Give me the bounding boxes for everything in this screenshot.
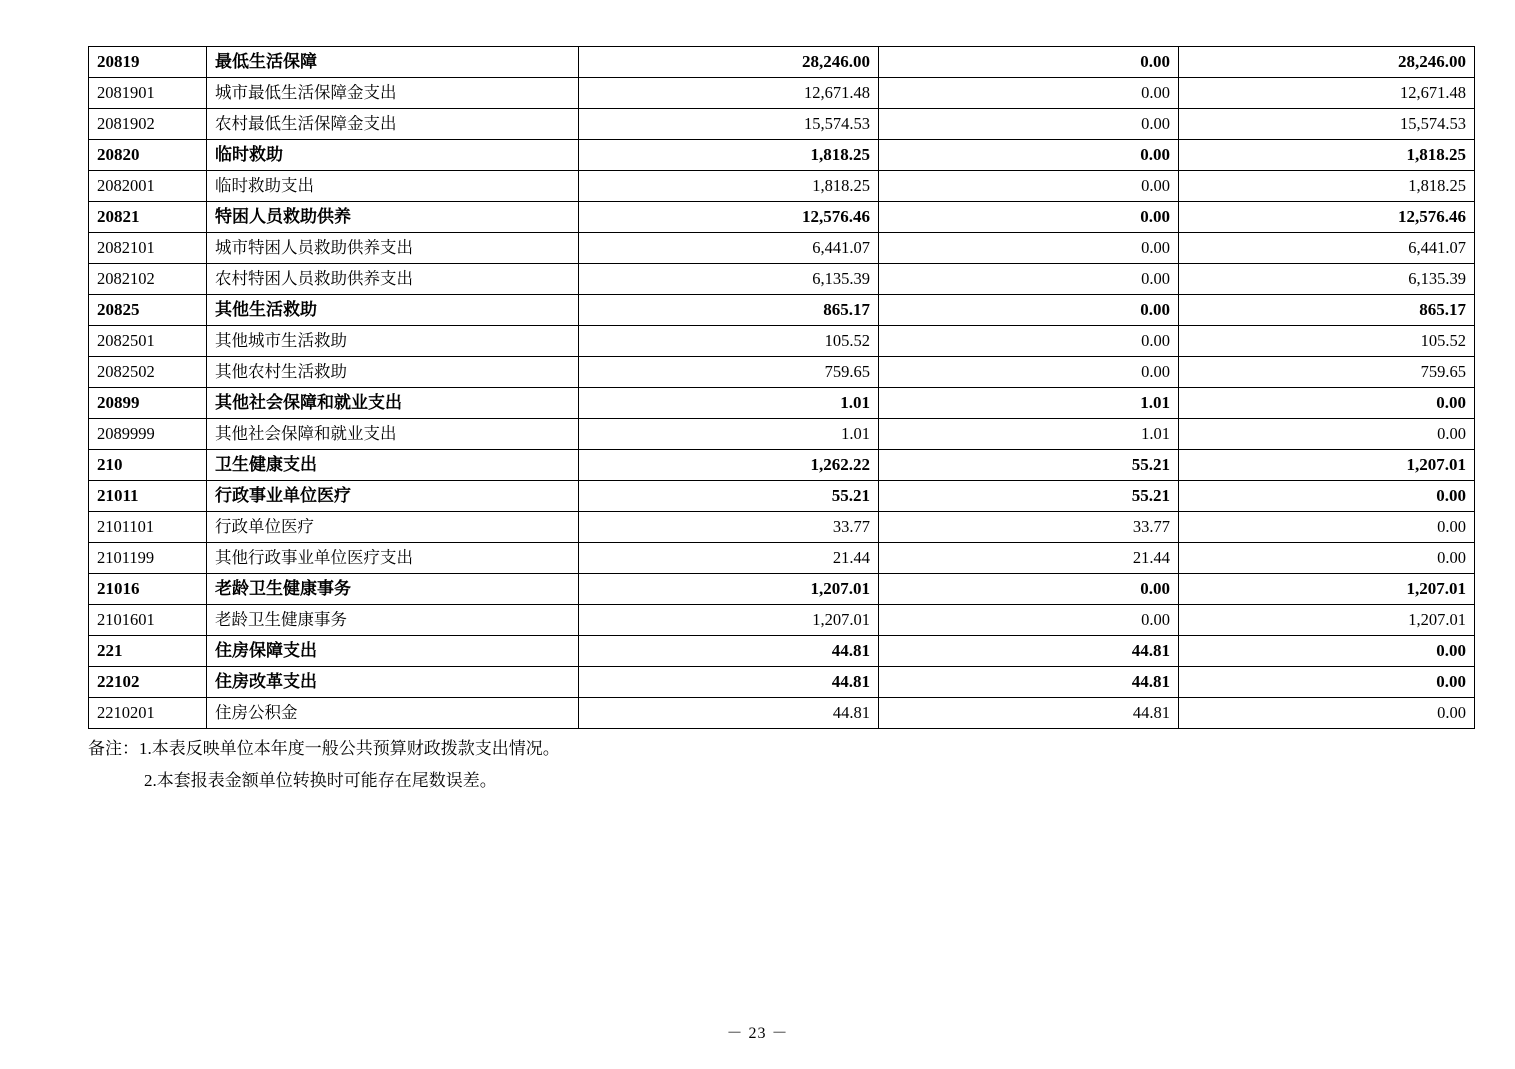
- row-name: 临时救助: [207, 140, 579, 171]
- row-value-basic: 1.01: [879, 419, 1179, 450]
- row-code: 2082102: [89, 264, 207, 295]
- row-value-basic: 0.00: [879, 202, 1179, 233]
- row-value-project: 759.65: [1179, 357, 1475, 388]
- row-code: 21016: [89, 574, 207, 605]
- row-value-total: 105.52: [579, 326, 879, 357]
- row-code: 2210201: [89, 698, 207, 729]
- row-name: 特困人员救助供养: [207, 202, 579, 233]
- table-row: [89, 512, 1475, 543]
- row-code: 20825: [89, 295, 207, 326]
- row-name: 城市特困人员救助供养支出: [207, 233, 579, 264]
- row-value-basic: 0.00: [879, 171, 1179, 202]
- row-value-total: 865.17: [579, 295, 879, 326]
- table-row: [89, 481, 1475, 512]
- row-code: 20899: [89, 388, 207, 419]
- table-row: [89, 698, 1475, 729]
- row-value-basic: 0.00: [879, 109, 1179, 140]
- table-row: [89, 295, 1475, 326]
- row-name: 行政事业单位医疗: [207, 481, 579, 512]
- row-value-total: 44.81: [579, 698, 879, 729]
- table-row: [89, 202, 1475, 233]
- row-value-basic: 0.00: [879, 233, 1179, 264]
- row-name: 住房改革支出: [207, 667, 579, 698]
- row-value-total: 6,441.07: [579, 233, 879, 264]
- table-row: [89, 47, 1475, 78]
- row-code: 2082101: [89, 233, 207, 264]
- row-value-project: 28,246.00: [1179, 47, 1475, 78]
- row-name: 住房保障支出: [207, 636, 579, 667]
- row-code: 2089999: [89, 419, 207, 450]
- row-name: 农村最低生活保障金支出: [207, 109, 579, 140]
- row-value-project: 6,441.07: [1179, 233, 1475, 264]
- row-value-total: 44.81: [579, 636, 879, 667]
- row-name: 最低生活保障: [207, 47, 579, 78]
- row-value-basic: 55.21: [879, 450, 1179, 481]
- row-value-basic: 55.21: [879, 481, 1179, 512]
- row-code: 221: [89, 636, 207, 667]
- row-value-total: 55.21: [579, 481, 879, 512]
- budget-table: [88, 46, 1475, 729]
- row-value-total: 15,574.53: [579, 109, 879, 140]
- row-value-total: 6,135.39: [579, 264, 879, 295]
- table-row: [89, 419, 1475, 450]
- row-name: 其他行政事业单位医疗支出: [207, 543, 579, 574]
- row-value-total: 12,576.46: [579, 202, 879, 233]
- row-code: 2082502: [89, 357, 207, 388]
- row-value-basic: 0.00: [879, 574, 1179, 605]
- row-value-project: 0.00: [1179, 388, 1475, 419]
- row-value-total: 1,818.25: [579, 140, 879, 171]
- row-name: 临时救助支出: [207, 171, 579, 202]
- table-row: [89, 233, 1475, 264]
- table-row: [89, 543, 1475, 574]
- table-row: [89, 636, 1475, 667]
- budget-table-body: [89, 47, 1475, 729]
- row-value-basic: 0.00: [879, 295, 1179, 326]
- row-value-basic: 33.77: [879, 512, 1179, 543]
- row-value-basic: 0.00: [879, 47, 1179, 78]
- row-value-total: 33.77: [579, 512, 879, 543]
- row-value-project: 1,818.25: [1179, 171, 1475, 202]
- page-number: － 23 －: [726, 1025, 789, 1042]
- row-value-total: 44.81: [579, 667, 879, 698]
- table-row: [89, 667, 1475, 698]
- row-value-total: 1,818.25: [579, 171, 879, 202]
- row-value-basic: 0.00: [879, 357, 1179, 388]
- note-line-1: 备注：1.本表反映单位本年度一般公共预算财政拨款支出情况。: [88, 739, 560, 758]
- row-code: 210: [89, 450, 207, 481]
- row-code: 2101101: [89, 512, 207, 543]
- row-code: 2101601: [89, 605, 207, 636]
- row-value-basic: 0.00: [879, 78, 1179, 109]
- row-value-project: 0.00: [1179, 636, 1475, 667]
- table-row: [89, 574, 1475, 605]
- row-value-basic: 44.81: [879, 636, 1179, 667]
- row-value-project: 1,818.25: [1179, 140, 1475, 171]
- table-row: [89, 140, 1475, 171]
- row-name: 住房公积金: [207, 698, 579, 729]
- row-value-basic: 0.00: [879, 264, 1179, 295]
- row-name: 其他社会保障和就业支出: [207, 388, 579, 419]
- row-value-total: 21.44: [579, 543, 879, 574]
- table-row: [89, 326, 1475, 357]
- row-value-project: 1,207.01: [1179, 574, 1475, 605]
- row-value-total: 1,262.22: [579, 450, 879, 481]
- row-value-total: 28,246.00: [579, 47, 879, 78]
- row-name: 卫生健康支出: [207, 450, 579, 481]
- row-value-project: 12,576.46: [1179, 202, 1475, 233]
- row-value-project: 0.00: [1179, 543, 1475, 574]
- row-name: 其他城市生活救助: [207, 326, 579, 357]
- row-value-basic: 0.00: [879, 326, 1179, 357]
- row-code: 2082501: [89, 326, 207, 357]
- row-value-basic: 44.81: [879, 667, 1179, 698]
- row-value-basic: 0.00: [879, 605, 1179, 636]
- row-value-project: 15,574.53: [1179, 109, 1475, 140]
- row-code: 2081901: [89, 78, 207, 109]
- row-name: 其他生活救助: [207, 295, 579, 326]
- row-value-basic: 1.01: [879, 388, 1179, 419]
- row-code: 2081902: [89, 109, 207, 140]
- row-value-basic: 21.44: [879, 543, 1179, 574]
- row-code: 20820: [89, 140, 207, 171]
- row-value-total: 12,671.48: [579, 78, 879, 109]
- row-value-project: 0.00: [1179, 512, 1475, 543]
- row-code: 2101199: [89, 543, 207, 574]
- table-row: [89, 357, 1475, 388]
- row-value-project: 6,135.39: [1179, 264, 1475, 295]
- row-code: 21011: [89, 481, 207, 512]
- row-name: 行政单位医疗: [207, 512, 579, 543]
- row-code: 22102: [89, 667, 207, 698]
- row-name: 其他社会保障和就业支出: [207, 419, 579, 450]
- row-value-project: 1,207.01: [1179, 450, 1475, 481]
- row-value-total: 1,207.01: [579, 605, 879, 636]
- budget-table-container: [88, 46, 1474, 729]
- row-value-project: 865.17: [1179, 295, 1475, 326]
- table-row: [89, 78, 1475, 109]
- table-row: [89, 109, 1475, 140]
- table-row: [89, 264, 1475, 295]
- row-value-total: 1.01: [579, 388, 879, 419]
- row-value-basic: 44.81: [879, 698, 1179, 729]
- row-value-total: 1,207.01: [579, 574, 879, 605]
- note-line-2: 2.本套报表金额单位转换时可能存在尾数误差。: [144, 771, 497, 791]
- row-value-total: 759.65: [579, 357, 879, 388]
- table-notes: [88, 733, 1388, 798]
- row-code: 2082001: [89, 171, 207, 202]
- row-value-project: 12,671.48: [1179, 78, 1475, 109]
- row-code: 20819: [89, 47, 207, 78]
- row-code: 20821: [89, 202, 207, 233]
- row-name: 城市最低生活保障金支出: [207, 78, 579, 109]
- row-value-project: 0.00: [1179, 667, 1475, 698]
- table-row: [89, 605, 1475, 636]
- row-name: 老龄卫生健康事务: [207, 574, 579, 605]
- row-value-project: 0.00: [1179, 419, 1475, 450]
- table-row: [89, 450, 1475, 481]
- row-value-project: 0.00: [1179, 481, 1475, 512]
- row-name: 其他农村生活救助: [207, 357, 579, 388]
- row-value-project: 1,207.01: [1179, 605, 1475, 636]
- row-value-basic: 0.00: [879, 140, 1179, 171]
- row-value-project: 0.00: [1179, 698, 1475, 729]
- table-row: [89, 388, 1475, 419]
- row-name: 老龄卫生健康事务: [207, 605, 579, 636]
- row-name: 农村特困人员救助供养支出: [207, 264, 579, 295]
- row-value-total: 1.01: [579, 419, 879, 450]
- table-row: [89, 171, 1475, 202]
- row-value-project: 105.52: [1179, 326, 1475, 357]
